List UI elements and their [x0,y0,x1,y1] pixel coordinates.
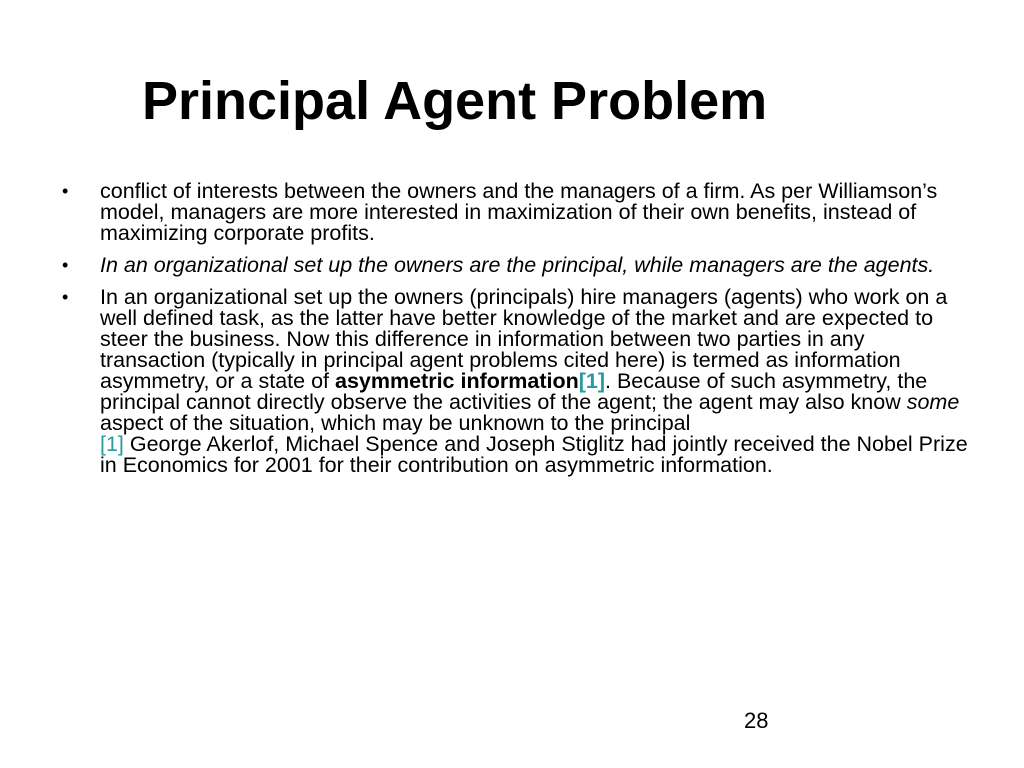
emphasis-some: some [906,390,960,414]
bullet-marker: • [62,287,69,307]
bullet-text: conflict of interests between the owners and the managers of a firm. As per Williamson’s model, managers are more interested in maximization of their own benefits, instead of maximizing corporate profits. [100,179,938,245]
bullet-list [62,181,972,487]
slide-title: Principal Agent Problem [142,71,768,131]
bullet-marker: • [62,181,69,201]
bullet-marker: • [62,255,69,275]
bullet-item-conflict [62,181,972,244]
asymmetric-information-term: asymmetric information [334,369,579,393]
footnote-reference-link[interactable]: [1] [578,369,605,393]
bullet-text-part3: aspect of the situation, which may be unknown to the principal [100,411,691,435]
bullet-item-asymmetry [62,287,972,476]
bullet-item-principal-definition [62,255,972,276]
bullet-text-part2: . Because of such asymmetry, the principal cannot directly observe the activities of the agent; the agent may also know [100,369,928,414]
footnote [100,434,972,476]
page-number: 28 [744,708,769,733]
bullet-text-part1: In an organizational set up the owners (principals) hire managers (agents) who work on a well defined task, as the latter have better knowledge of the market and are expected to steer the business. Now this difference in information between two parties in any transaction (typically in principal agent problems cited here) is termed as information asymmetry, or a state of [100,285,948,393]
footnote-text: George Akerlof, Michael Spence and Joseph Stiglitz had jointly received the Nobel Prize in Economics for 2001 for their contribution on asymmetric information. [100,432,968,477]
bullet-text: In an organizational set up the owners are the principal, while managers are the agents. [100,253,935,277]
footnote-marker-link[interactable]: [1] [100,432,124,456]
